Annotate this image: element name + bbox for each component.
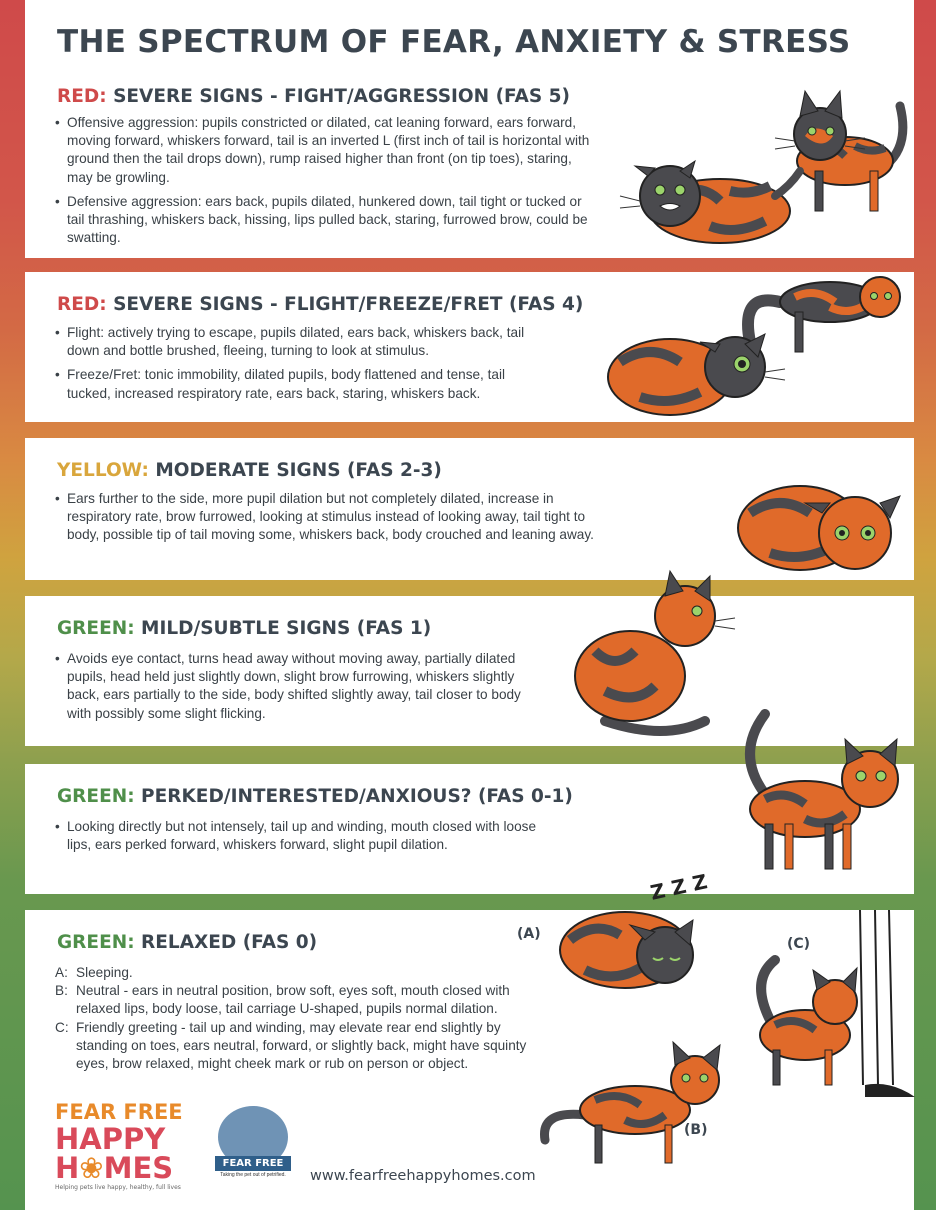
section-relaxed — [25, 869, 914, 1210]
bullet-list — [55, 490, 600, 551]
website-url[interactable]: www.fearfreehappyhomes.com — [310, 1168, 536, 1184]
bullet-item: • Offensive aggression: pupils constricted or dilated, cat leaning forward, ears forward, moving forward, whiskers forward, tail is an inverted L (first inch of tail is horizontal with ground then the tail drops down), rump raised higher than front (on tip toes), staring, may be growling. — [55, 114, 600, 187]
badge-text: FEAR FREE — [215, 1156, 291, 1171]
heading-text: MODERATE SIGNS (FAS 2-3) — [148, 460, 442, 481]
item-letter: C: — [55, 1019, 69, 1035]
paw-icon: ❀ — [79, 1151, 104, 1185]
level-label: GREEN: — [57, 786, 135, 807]
label-b: (B) — [684, 1122, 708, 1138]
heading-text: MILD/SUBTLE SIGNS (FAS 1) — [134, 618, 432, 639]
section-moderate — [25, 438, 914, 580]
bullet-list — [55, 650, 545, 729]
heading-text: SEVERE SIGNS - FIGHT/AGGRESSION (FAS 5) — [106, 86, 570, 107]
section-heading — [57, 460, 442, 481]
label-c: (C) — [787, 936, 811, 952]
item-text: Friendly greeting - tail up and winding, may elevate rear end slightly by standing on toes, ears neutral, forward, or slightly back, might have squinty eyes, brow relaxed, might cheek mark or rub on person or object. — [76, 1019, 527, 1072]
logo-line-3b: MES — [103, 1151, 174, 1185]
relaxed-cats-illustration — [515, 910, 914, 1210]
bullet-item: • Looking directly but not intensely, tail up and winding, mouth closed with loose lips, ears perked forward, whiskers forward, slight pupil dilation. — [55, 818, 545, 854]
item-text: Sleeping. — [76, 965, 133, 980]
heading-text: PERKED/INTERESTED/ANXIOUS? (FAS 0-1) — [134, 786, 573, 807]
relaxed-list — [55, 964, 555, 1073]
bullet-item: • Flight: actively trying to escape, pupils dilated, ears back, whiskers back, tail down and bottle brushed, fleeing, turning to look at stimulus. — [55, 324, 550, 360]
item-letter: A: — [55, 965, 68, 980]
neutral-cat — [545, 1042, 721, 1163]
fear-free-happy-homes-logo — [55, 1102, 183, 1191]
logo-tagline: Helping pets live happy, healthy, full lives — [55, 1184, 181, 1191]
fear-free-badge — [215, 1106, 291, 1186]
bullet-item: • Defensive aggression: ears back, pupils dilated, hunkered down, tail tight or tucked or tail thrashing, whiskers back, hissing, lips pulled back, staring, furrowed brow, could be swatting. — [55, 193, 600, 248]
list-item — [55, 964, 555, 982]
section-heading — [57, 932, 317, 953]
badge-tagline: Taking the pet out of petrified. — [220, 1172, 286, 1178]
heading-text: RELAXED (FAS 0) — [134, 932, 318, 953]
label-a: (A) — [517, 926, 541, 942]
section-heading — [57, 86, 570, 107]
level-label: RED: — [57, 294, 107, 315]
logo-line-1: FEAR FREE — [55, 1100, 183, 1124]
logo-line-3: H — [55, 1151, 80, 1185]
item-text: Neutral - ears in neutral position, brow soft, eyes soft, mouth closed with relaxed lips, body loose, tail carriage U-shaped, pupils normal dilation. — [76, 983, 510, 1017]
logo-line-2: HAPPY — [55, 1122, 166, 1156]
defensive-cat — [620, 161, 800, 243]
heading-text: SEVERE SIGNS - FLIGHT/FREEZE/FRET (FAS 4) — [106, 294, 584, 315]
section-heading — [57, 786, 573, 807]
greeting-cat — [760, 960, 857, 1085]
offensive-cat — [775, 91, 903, 211]
bullet-item: • Avoids eye contact, turns head away without moving away, partially dilated pupils, head held just slightly down, slight brow furrowing, whiskers slightly back, ears partially to the side, body shifted slightly away, tail closer to body with possibly some slight flicking. — [55, 650, 545, 723]
section-fight — [25, 76, 914, 258]
level-label: RED: — [57, 86, 107, 107]
level-label: YELLOW: — [57, 460, 149, 481]
bullet-item: • Ears further to the side, more pupil dilation but not completely dilated, increase in respiratory rate, brow furrowed, looking at stimulus instead of looking away, tail tight to body, possible tip of tail moving some, whiskers back, body crouched and leaning away. — [55, 490, 600, 545]
list-item — [55, 982, 555, 1018]
section-perked — [25, 764, 914, 894]
perked-cat-illustration — [725, 704, 910, 879]
list-item — [55, 1019, 555, 1074]
aggressive-cats-illustration — [610, 86, 910, 256]
bullet-list — [55, 324, 550, 409]
bullet-item: • Freeze/Fret: tonic immobility, dilated pupils, body flattened and tense, tail tucked, increased respiratory rate, ears back, staring, whiskers back. — [55, 366, 550, 402]
page-title: THE SPECTRUM OF FEAR, ANXIETY & STRESS — [57, 24, 851, 60]
fleeing-cat — [748, 277, 900, 352]
section-heading — [57, 618, 431, 639]
crouched-cat-illustration — [730, 458, 910, 578]
section-heading — [57, 294, 583, 315]
level-label: GREEN: — [57, 932, 135, 953]
level-label: GREEN: — [57, 618, 135, 639]
fleeing-cats-illustration — [580, 272, 910, 422]
title-band — [25, 0, 914, 76]
person-legs — [860, 910, 915, 1097]
section-flight — [25, 272, 914, 422]
item-letter: B: — [55, 983, 68, 999]
bullet-list — [55, 114, 600, 253]
sleeping-cat — [560, 912, 693, 988]
bullet-list — [55, 818, 545, 860]
frozen-cat — [608, 334, 785, 415]
zzz-text: Z Z Z — [648, 869, 710, 905]
